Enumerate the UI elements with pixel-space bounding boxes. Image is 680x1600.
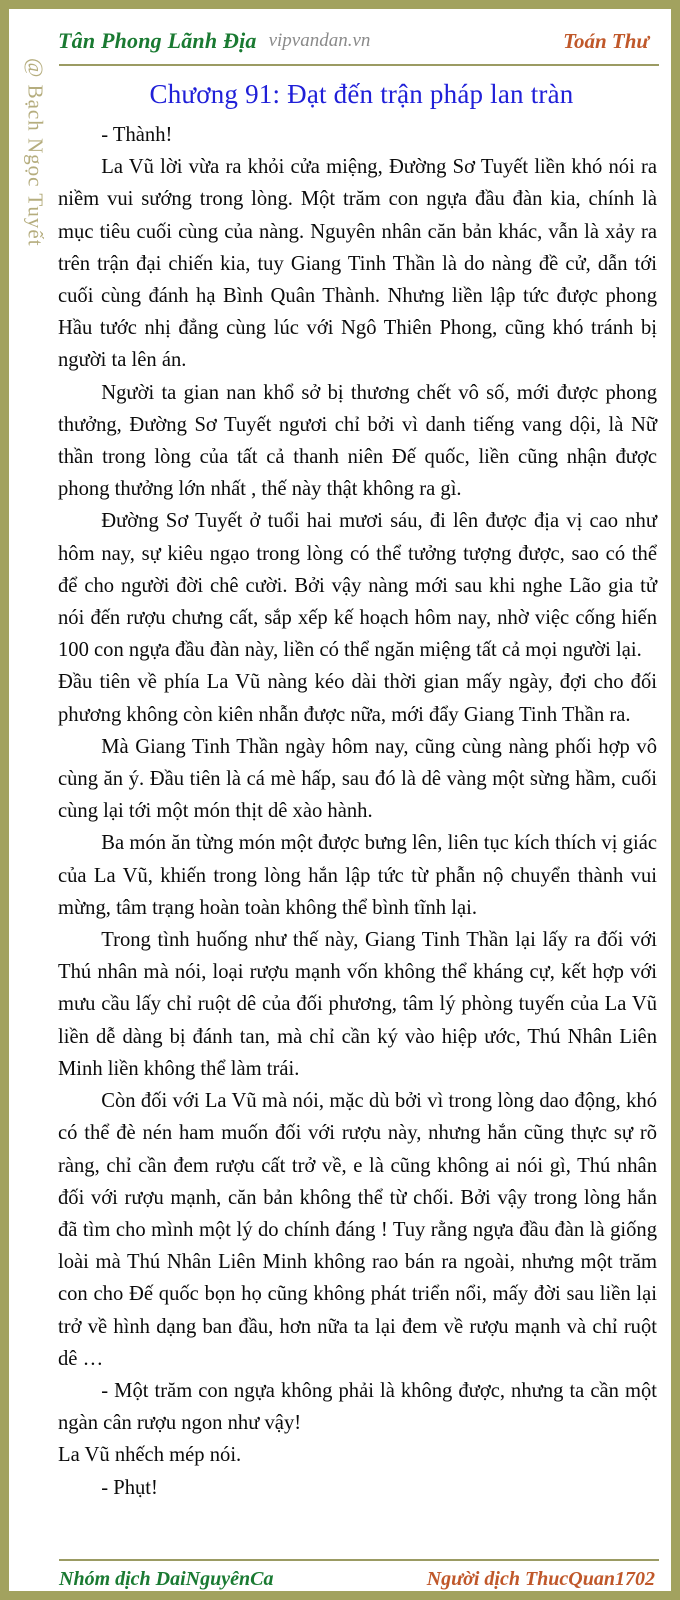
watermark-text: @ Bạch Ngọc Tuyết [23,58,48,247]
paragraph: La Vũ lời vừa ra khỏi cửa miệng, Đường Sơ Tuyết liền khó nói ra niềm vui sướng trong lòng. Một trăm con ngựa đầu đàn kia, chính là mục tiêu cuối cùng của nàng. Nguyên nhân căn bản khác, vẫn là xảy ra trên trận đại chiến kia, tuy Giang Tinh Thần là do nàng đề cử, dẫn tới cuối cùng đánh hạ Bình Quân Thành. Nhưng liền lập tức được phong Hầu tước nhị đẳng cùng lúc với Ngô Thiên Phong, cũng khó tránh bị người ta lên án. [58,156,657,372]
book-title: Toán Thư [563,28,649,53]
paragraph: Đường Sơ Tuyết ở tuổi hai mươi sáu, đi lên được địa vị cao như hôm nay, sự kiêu ngạo trong lòng có thể tưởng tượng được, sao có thể để cho người đời chê cười. Bởi vậy nàng mới sau khi nghe Lão gia tử nói đến rượu chưng cất, sắp xếp kế hoạch hôm nay, nhờ việc cống hiến 100 con ngựa đầu đàn này, liền có thể ngăn miệng tất cả mọi người lại. [58,510,657,662]
translation-group: Nhóm dịch DaiNguyênCa [59,1568,274,1590]
footer-row [52,1561,671,1600]
paragraph: Trong tình huống như thế này, Giang Tinh Thần lại lấy ra đối với Thú nhân mà nói, loại rượu mạnh vốn không thể kháng cự, kết hợp với mưu cầu lấy chỉ ruột dê của đối phương, tâm lý phòng tuyến của La Vũ liền dễ dàng bị đánh tan, mà chỉ cần ký vào hiệp ước, Thú Nhân Liên Minh liền không thể làm trái. [58,929,657,1080]
translator-name: Người dịch ThucQuan1702 [426,1568,655,1590]
paragraph: - Thành! [101,124,173,146]
paragraph: Ba món ăn từng món một được bưng lên, liên tục kích thích vị giác của La Vũ, khiến trong lòng hắn lập tức từ phẫn nộ chuyển thành vui mừng, tâm trạng hoàn toàn không thể bình tĩnh lại. [58,832,657,919]
page-footer [52,1559,671,1600]
paragraph: Mà Giang Tinh Thần ngày hôm nay, cũng cùng nàng phối hợp vô cùng ăn ý. Đầu tiên là cá mè hấp, sau đó là dê vàng một sừng hầm, cuối cùng lại tới một món thịt dê xào hành. [58,735,657,823]
paragraph: Còn đối với La Vũ mà nói, mặc dù bởi vì trong lòng dao động, khó có thể đè nén ham muốn đối với rượu này, nhưng hắn cũng thực sự rõ ràng, chỉ cần đem rượu cất trở về, e là cũng không ai nói gì, Thú nhân đối với rượu mạnh, căn bản không thể từ chối. Bởi vậy trong lòng hắn đã tìm cho mình một lý do chính đáng ! Tuy rằng ngựa đầu đàn là giống loài mà Thú Nhân Liên Minh không rao bán ra ngoài, nhưng một trăm con cho Đế quốc bọn họ cũng không phát triển nổi, mấy đời sau liền lại trở về hình dạng ban đầu, hơn nữa ta lại đem về rượu mạnh và chỉ ruột dê … [58,1090,657,1370]
paragraph: La Vũ nhếch mép nói. [58,1444,242,1467]
paragraph: - Phụt! [101,1476,158,1499]
paragraph: - Một trăm con ngựa không phải là không được, nhưng ta cần một ngàn cân rượu ngon như vậy! [58,1379,657,1435]
paragraph: Đầu tiên về phía La Vũ nàng kéo dài thời gian mấy ngày, đợi cho đối phương không còn kiên nhẫn được nữa, mới đẩy Giang Tinh Thần ra. [58,671,657,726]
page-header [52,18,671,64]
chapter-body [52,119,671,1504]
chapter-title: Chương 91: Đạt đến trận pháp lan tràn [149,79,574,109]
page-content [52,18,671,1600]
paragraph: Người ta gian nan khổ sở bị thương chết vô số, mới được phong thưởng, Đường Sơ Tuyết ngươi chỉ bởi vì danh tiếng vang dội, là Nữ thần trong lòng của tất cả thanh niên Đế quốc, liền cũng nhận được phong thưởng lớn nhất , thế này thật không ra gì. [58,381,657,501]
site-domain[interactable]: vipvandan.vn [268,30,371,51]
side-watermark-band [18,18,52,1600]
site-title: Tân Phong Lãnh Địa [58,28,257,53]
